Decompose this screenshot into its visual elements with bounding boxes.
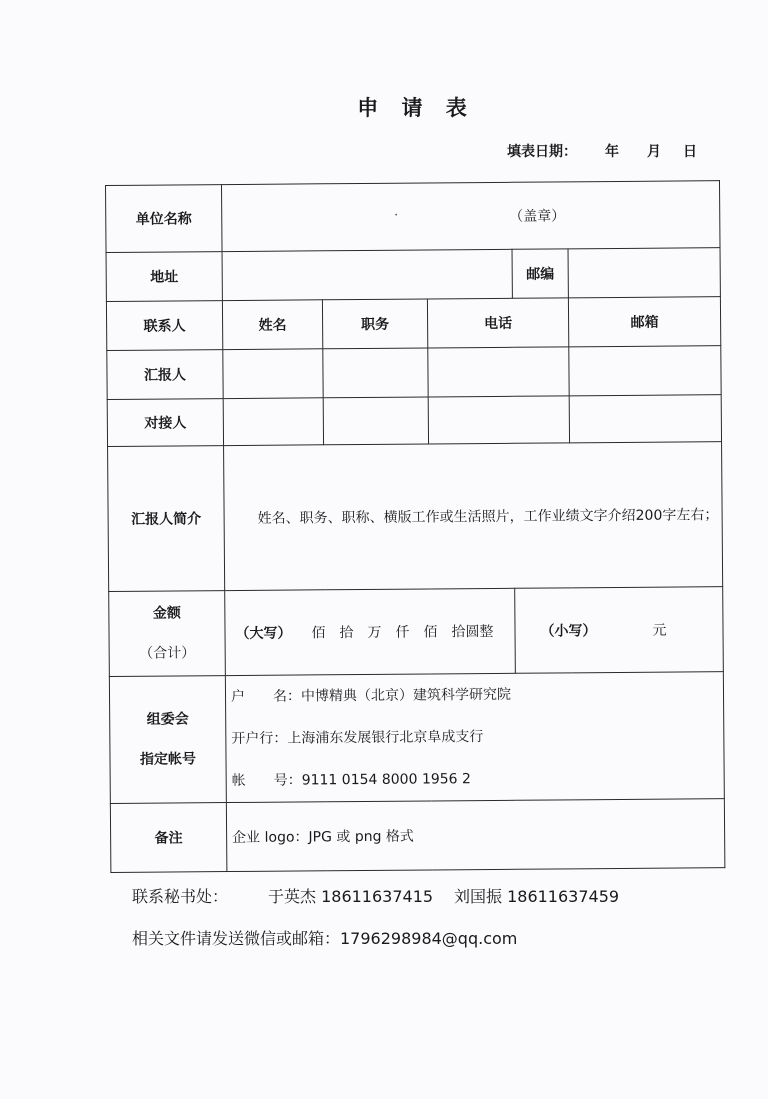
intro-field[interactable]: 姓名、职务、职称、横版工作或生活照片，工作业绩文字介绍200字左右； [224,442,723,591]
form-table [105,180,725,873]
fill-date-year: 年 [605,144,619,160]
account-label-2: 指定帐号 [139,751,197,768]
application-form [105,180,725,873]
number-value: 9111 0154 8000 1956 2 [301,771,471,789]
reporter-label: 汇报人 [107,350,223,400]
reporter-email-field[interactable] [569,346,721,396]
reporter-name-field[interactable] [223,349,323,399]
amount-uppercase-field[interactable] [225,588,516,675]
account-label-1: 组委会 [146,711,189,728]
account-number [232,756,724,802]
reporter-phone-field[interactable] [428,347,569,397]
account-bank: 开户行：上海浦东发展银行北京阜成支行 [231,729,484,748]
intro-label: 汇报人简介 [108,446,225,592]
address-field[interactable] [222,249,512,300]
unit-wan: 万 [367,624,382,641]
postcode-field[interactable] [568,248,720,298]
remark-row [110,799,725,873]
unit-name-label: 单位名称 [106,185,223,253]
remark-label: 备注 [110,803,227,873]
liaison-phone-field[interactable] [428,396,569,444]
col-phone: 电话 [427,298,568,348]
reporter-position-field[interactable] [323,348,428,398]
fill-date-label: 填表日期： [507,144,577,160]
col-name: 姓名 [222,300,322,350]
amount-sub-label: （合计） [139,645,196,662]
address-label: 地址 [106,252,222,302]
amount-row [109,587,724,677]
contact-header-row [106,297,720,351]
unit-row [106,181,721,253]
reporter-row [107,346,721,400]
liaison-position-field[interactable] [323,397,428,445]
amount-label: 金额 [152,605,181,622]
contact-person-1: 于英杰 18611637415 [268,887,434,906]
amount-label-cell [109,591,226,677]
submission-email-line: 相关文件请发送微信或邮箱：1796298984@qq.com [132,929,518,948]
number-key-2: 号： [273,772,302,789]
address-row [106,248,720,302]
unit-shiyuanzheng: 拾圆整 [451,623,494,641]
account-label-cell [109,676,226,804]
unit-bai-2: 佰 [423,624,438,641]
liaison-email-field[interactable] [569,395,721,443]
unit-name-field[interactable] [222,181,721,252]
amount-lowercase-field[interactable] [515,587,724,674]
fill-date-month: 月 [647,144,661,160]
postcode-label: 邮编 [512,249,568,298]
unit-qian: 仟 [395,624,410,641]
liaison-row [107,395,721,447]
number-key-1: 帐 [231,772,246,790]
lowercase-label: （小写） [540,623,597,640]
remark-field[interactable]: 企业 logo：JPG 或 png 格式 [226,799,725,872]
intro-row [108,442,723,592]
account-holder [231,672,723,718]
liaison-name-field[interactable] [223,398,323,446]
contact-person-2: 刘国振 18611637459 [454,887,620,906]
uppercase-label: （大写） [235,625,292,642]
unit-bai: 佰 [311,625,326,642]
account-row [109,672,724,804]
col-position: 职务 [322,299,427,349]
contact-label: 联系人 [106,301,222,351]
seal-note: （盖章） [509,208,566,225]
fill-date [507,141,697,161]
col-email: 邮箱 [568,297,720,347]
account-info [225,672,724,803]
yuan-unit: 元 [652,622,667,639]
unit-dot: · [394,207,399,222]
liaison-label: 对接人 [107,399,223,447]
fill-date-day: 日 [683,144,697,160]
secretariat-label: 联系秘书处： [132,887,229,906]
form-title: 申 请 表 [357,96,475,120]
holder-value: 中博精典（北京）建筑科学研究院 [300,686,512,705]
holder-key-2: 名： [272,688,302,705]
holder-key-1: 户 [230,688,246,706]
unit-shi: 拾 [339,625,354,642]
secretariat-line [132,884,619,907]
